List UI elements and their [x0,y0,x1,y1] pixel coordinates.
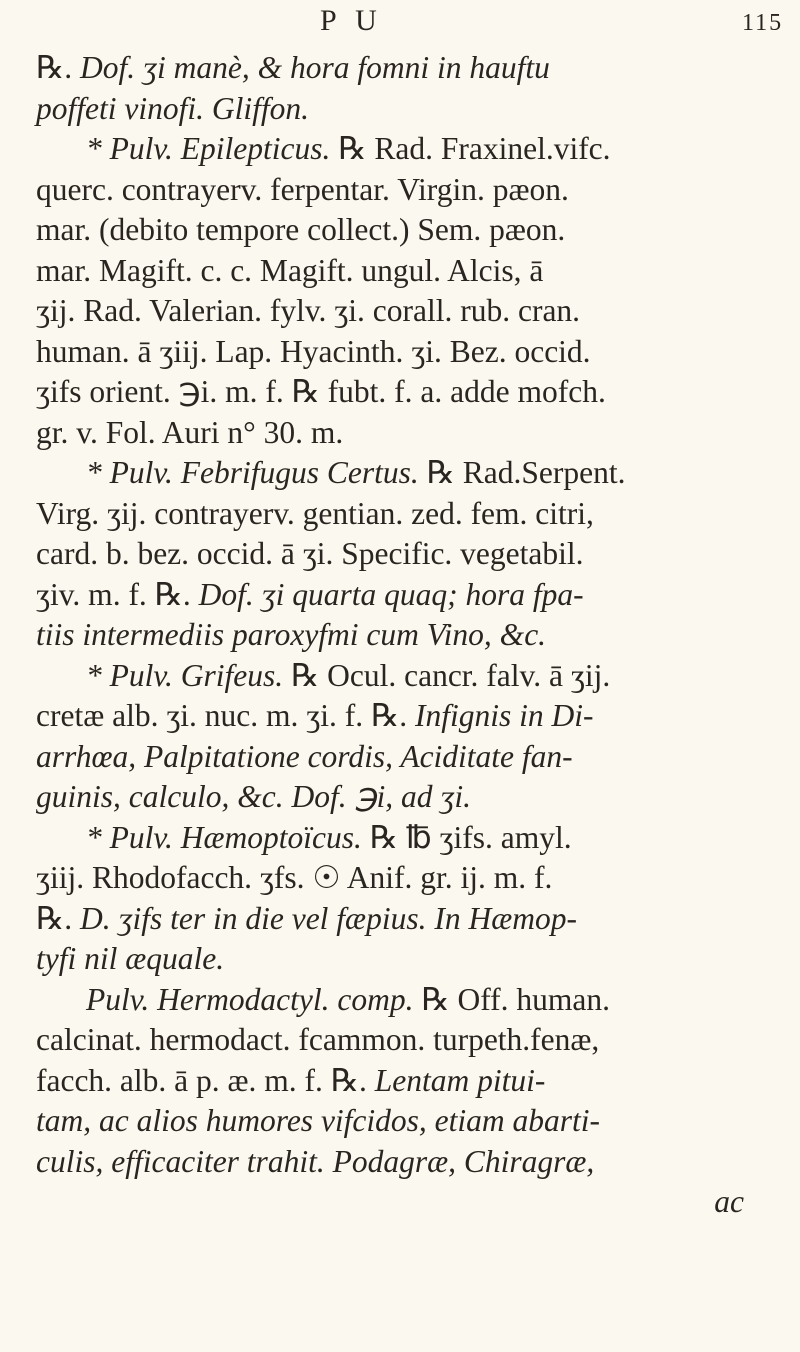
text-line [36,129,774,170]
text-line [36,413,774,454]
text-segment: mar. Magift. c. c. Magift. ungul. Alcis, ā [36,252,544,288]
text-segment: ʒifs orient. ℈i. m. f. ℞ fubt. f. a. adde mofch. [36,374,606,409]
text-line [36,1061,774,1102]
text-segment: ʒiij. Rhodofacch. ʒfs. ☉ Anif. gr. ij. m. f. [36,860,553,895]
text-segment: poffeti vinofi. Gliffon. [36,90,309,126]
text-segment: tyfi nil æquale. [36,941,225,976]
text-segment: ℞ Off. human. [413,981,610,1017]
text-line [36,818,774,859]
text-segment: Dof. ʒi manè, & hora fomni in hauftu [80,50,550,85]
text-line [36,1020,774,1061]
text-segment: cretæ alb. ʒi. nuc. m. ʒi. f. ℞. [36,698,415,733]
text-segment: * Pulv. Grifeus. [86,657,284,693]
text-segment: querc. contrayerv. ferpentar. Virgin. pæon. [36,171,569,207]
text-segment: culis, efficaciter trahit. Podagræ, Chiragræ, [36,1143,595,1179]
text-line [36,251,774,292]
text-segment: * Pulv. Febrifugus Certus. [86,455,419,490]
catchword: ac [714,1184,744,1219]
text-line [36,170,774,211]
text-segment: ℞. [36,900,80,936]
text-line [36,656,774,697]
text-line [36,372,774,413]
text-line [36,1101,774,1142]
text-line [36,494,774,535]
text-segment: ℞ Rad. Fraxinel.vifc. [330,131,611,166]
text-line [36,575,774,616]
text-line [36,89,774,130]
text-line [36,534,774,575]
text-segment: guinis, calculo, &c. Dof. ℈i, ad ʒi. [36,779,471,814]
text-segment: ℞ ℔ ʒifs. amyl. [361,819,572,855]
text-line [36,1142,774,1183]
text-segment: facch. alb. ā p. æ. m. f. ℞. [36,1062,375,1098]
text-body [36,48,774,1223]
text-line [36,737,774,778]
text-segment: calcinat. hermodact. fcammon. turpeth.fenæ, [36,1022,600,1057]
text-segment: Dof. ʒi quarta quaq; hora fpa- [198,576,584,612]
text-segment: * Pulv. Hæmoptoïcus. [86,819,362,855]
text-segment: tiis intermediis paroxyfmi cum Vino, &c. [36,617,547,652]
text-segment: Virg. ʒij. contrayerv. gentian. zed. fem. citri, [36,495,594,531]
running-header [0,4,800,44]
text-line [36,696,774,737]
text-segment: Pulv. Hermodactyl. comp. [86,981,414,1017]
text-line [36,899,774,940]
text-line [36,858,774,899]
text-line [36,939,774,980]
text-segment: ℞ Rad.Serpent. [418,455,626,490]
text-segment: ℞. [36,50,80,85]
text-line [36,332,774,373]
text-segment: gr. v. Fol. Auri n° 30. m. [36,414,344,450]
text-segment: tam, ac alios humores vifcidos, etiam abarti- [36,1103,601,1138]
text-segment: human. ā ʒiij. Lap. Hyacinth. ʒi. Bez. occid. [36,333,591,369]
text-segment: card. b. bez. occid. ā ʒi. Specific. vegetabil. [36,536,584,571]
text-line [36,980,774,1021]
text-segment: D. ʒifs ter in die vel fæpius. In Hæmop- [80,900,577,936]
text-segment: * Pulv. Epilepticus. [86,131,331,166]
text-line [36,777,774,818]
text-segment: Lentam pitui- [374,1062,546,1098]
text-segment: ʒiv. m. f. ℞. [36,576,199,612]
text-segment: Infignis in Di- [415,698,594,733]
page-number: 115 [742,10,784,36]
text-segment: arrhœa, Palpitatione cordis, Aciditate fan- [36,738,573,774]
text-line [36,48,774,89]
text-segment: mar. (debito tempore collect.) Sem. pæon. [36,212,566,247]
text-segment: ʒij. Rad. Valerian. fylv. ʒi. corall. rub. cran. [36,293,581,328]
text-line [36,453,774,494]
text-line [36,291,774,332]
text-line [36,210,774,251]
text-line [36,615,774,656]
header-letters: P U [320,4,383,37]
text-segment: ℞ Ocul. cancr. falv. ā ʒij. [283,657,611,693]
